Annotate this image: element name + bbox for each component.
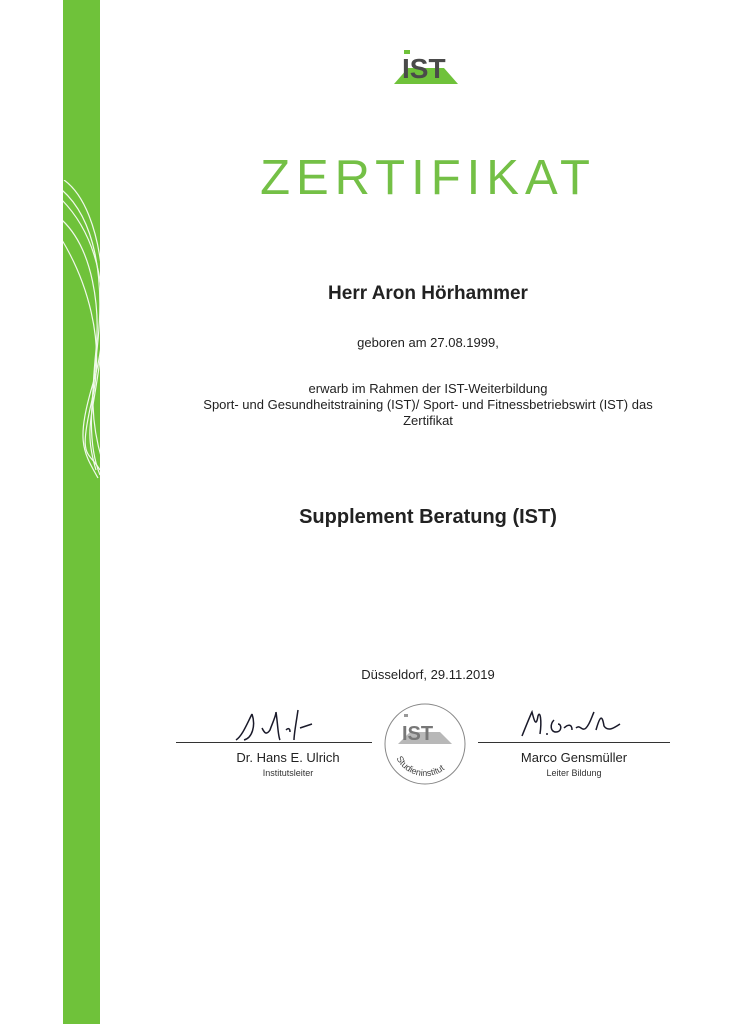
svg-text:IST: IST — [402, 723, 434, 745]
decorative-swirl — [56, 180, 116, 480]
left-signer-name: Dr. Hans E. Ulrich — [236, 750, 340, 765]
right-handwritten-signature — [516, 706, 636, 746]
right-signature-line — [478, 742, 670, 743]
left-handwritten-signature — [232, 706, 332, 746]
left-signer-role: Institutsleiter — [262, 768, 314, 778]
green-side-stripe — [63, 0, 100, 1024]
description-line: Zertifikat — [403, 413, 453, 428]
certificate-title: ZERTIFIKAT — [260, 151, 596, 205]
svg-text:Studieninstitut: Studieninstitut — [394, 754, 447, 779]
recipient-name: Herr Aron Hörhammer — [328, 283, 528, 304]
place-and-date: Düsseldorf, 29.11.2019 — [361, 667, 495, 682]
certificate-description — [100, 381, 756, 429]
left-signature-line — [176, 742, 372, 743]
institute-seal — [380, 702, 470, 788]
right-signer-role: Leiter Bildung — [546, 768, 602, 778]
svg-text:IST: IST — [402, 53, 446, 84]
birth-date-line: geboren am 27.08.1999, — [357, 335, 499, 350]
description-line: Sport- und Gesundheitstraining (IST)/ Sport- und Fitnessbetriebswirt (IST) das — [203, 397, 653, 412]
ist-logo — [390, 44, 462, 86]
description-line: erwarb im Rahmen der IST-Weiterbildung — [308, 381, 548, 396]
course-title: Supplement Beratung (IST) — [299, 506, 557, 528]
right-signer-name: Marco Gensmüller — [520, 750, 628, 765]
